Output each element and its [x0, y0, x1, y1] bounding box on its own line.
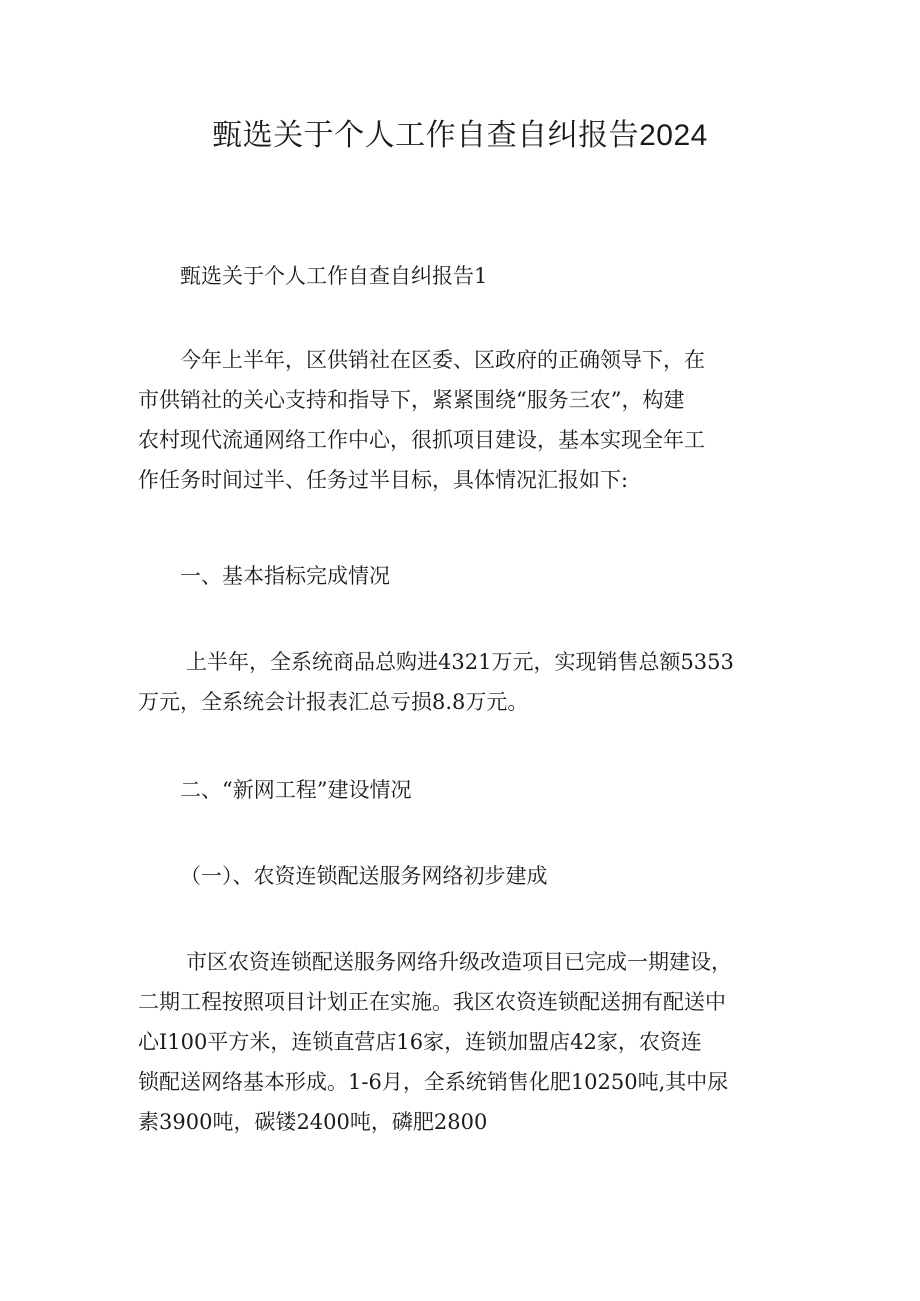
section-heading-basic-indicators: 一、基本指标完成情况 — [180, 564, 390, 588]
paragraph-basic-indicators — [138, 642, 793, 722]
paragraph-chain-distribution — [138, 942, 793, 1142]
paragraph-line: 二期工程按照项目计划正在实施。我区农资连锁配送拥有配送中 — [138, 990, 726, 1014]
paragraph-line: 市区农资连锁配送服务网络升级改造项目已完成一期建设， — [186, 950, 732, 974]
paragraph-intro — [138, 340, 793, 500]
section-heading-new-network: 二、“新网工程”建设情况 — [180, 778, 412, 802]
paragraph-line: 上半年，全系统商品总购进4321万元，实现销售总额5353 — [186, 650, 734, 674]
paragraph-line: 市供销社的关心支持和指导下，紧紧围绕“服务三农”，构建 — [138, 388, 685, 412]
paragraph-line: 素3900吨，碳镂2400吨，磷肥2800 — [138, 1110, 488, 1134]
report-subtitle: 甄选关于个人工作自查自纠报告1 — [180, 264, 488, 288]
paragraph-line: 农村现代流通网络工作中心，很抓项目建设，基本实现全年工 — [138, 428, 705, 452]
paragraph-line: 今年上半年，区供销社在区委、区政府的正确领导下，在 — [180, 348, 705, 372]
paragraph-line: 心I100平方米，连锁直营店16家，连锁加盟店42家，农资连 — [138, 1030, 702, 1054]
paragraph-line: 作任务时间过半、任务过半目标，具体情况汇报如下: — [138, 468, 629, 492]
paragraph-line: 锁配送网络基本形成。1-6月，全系统销售化肥10250吨,其中尿 — [138, 1070, 729, 1094]
document-title: 甄选关于个人工作自查自纠报告2024 — [212, 119, 708, 152]
subsection-heading-chain-distribution: （一）、农资连锁配送服务网络初步建成 — [180, 864, 548, 888]
paragraph-line: 万元，全系统会计报表汇总亏损8.8万元。 — [138, 690, 529, 714]
